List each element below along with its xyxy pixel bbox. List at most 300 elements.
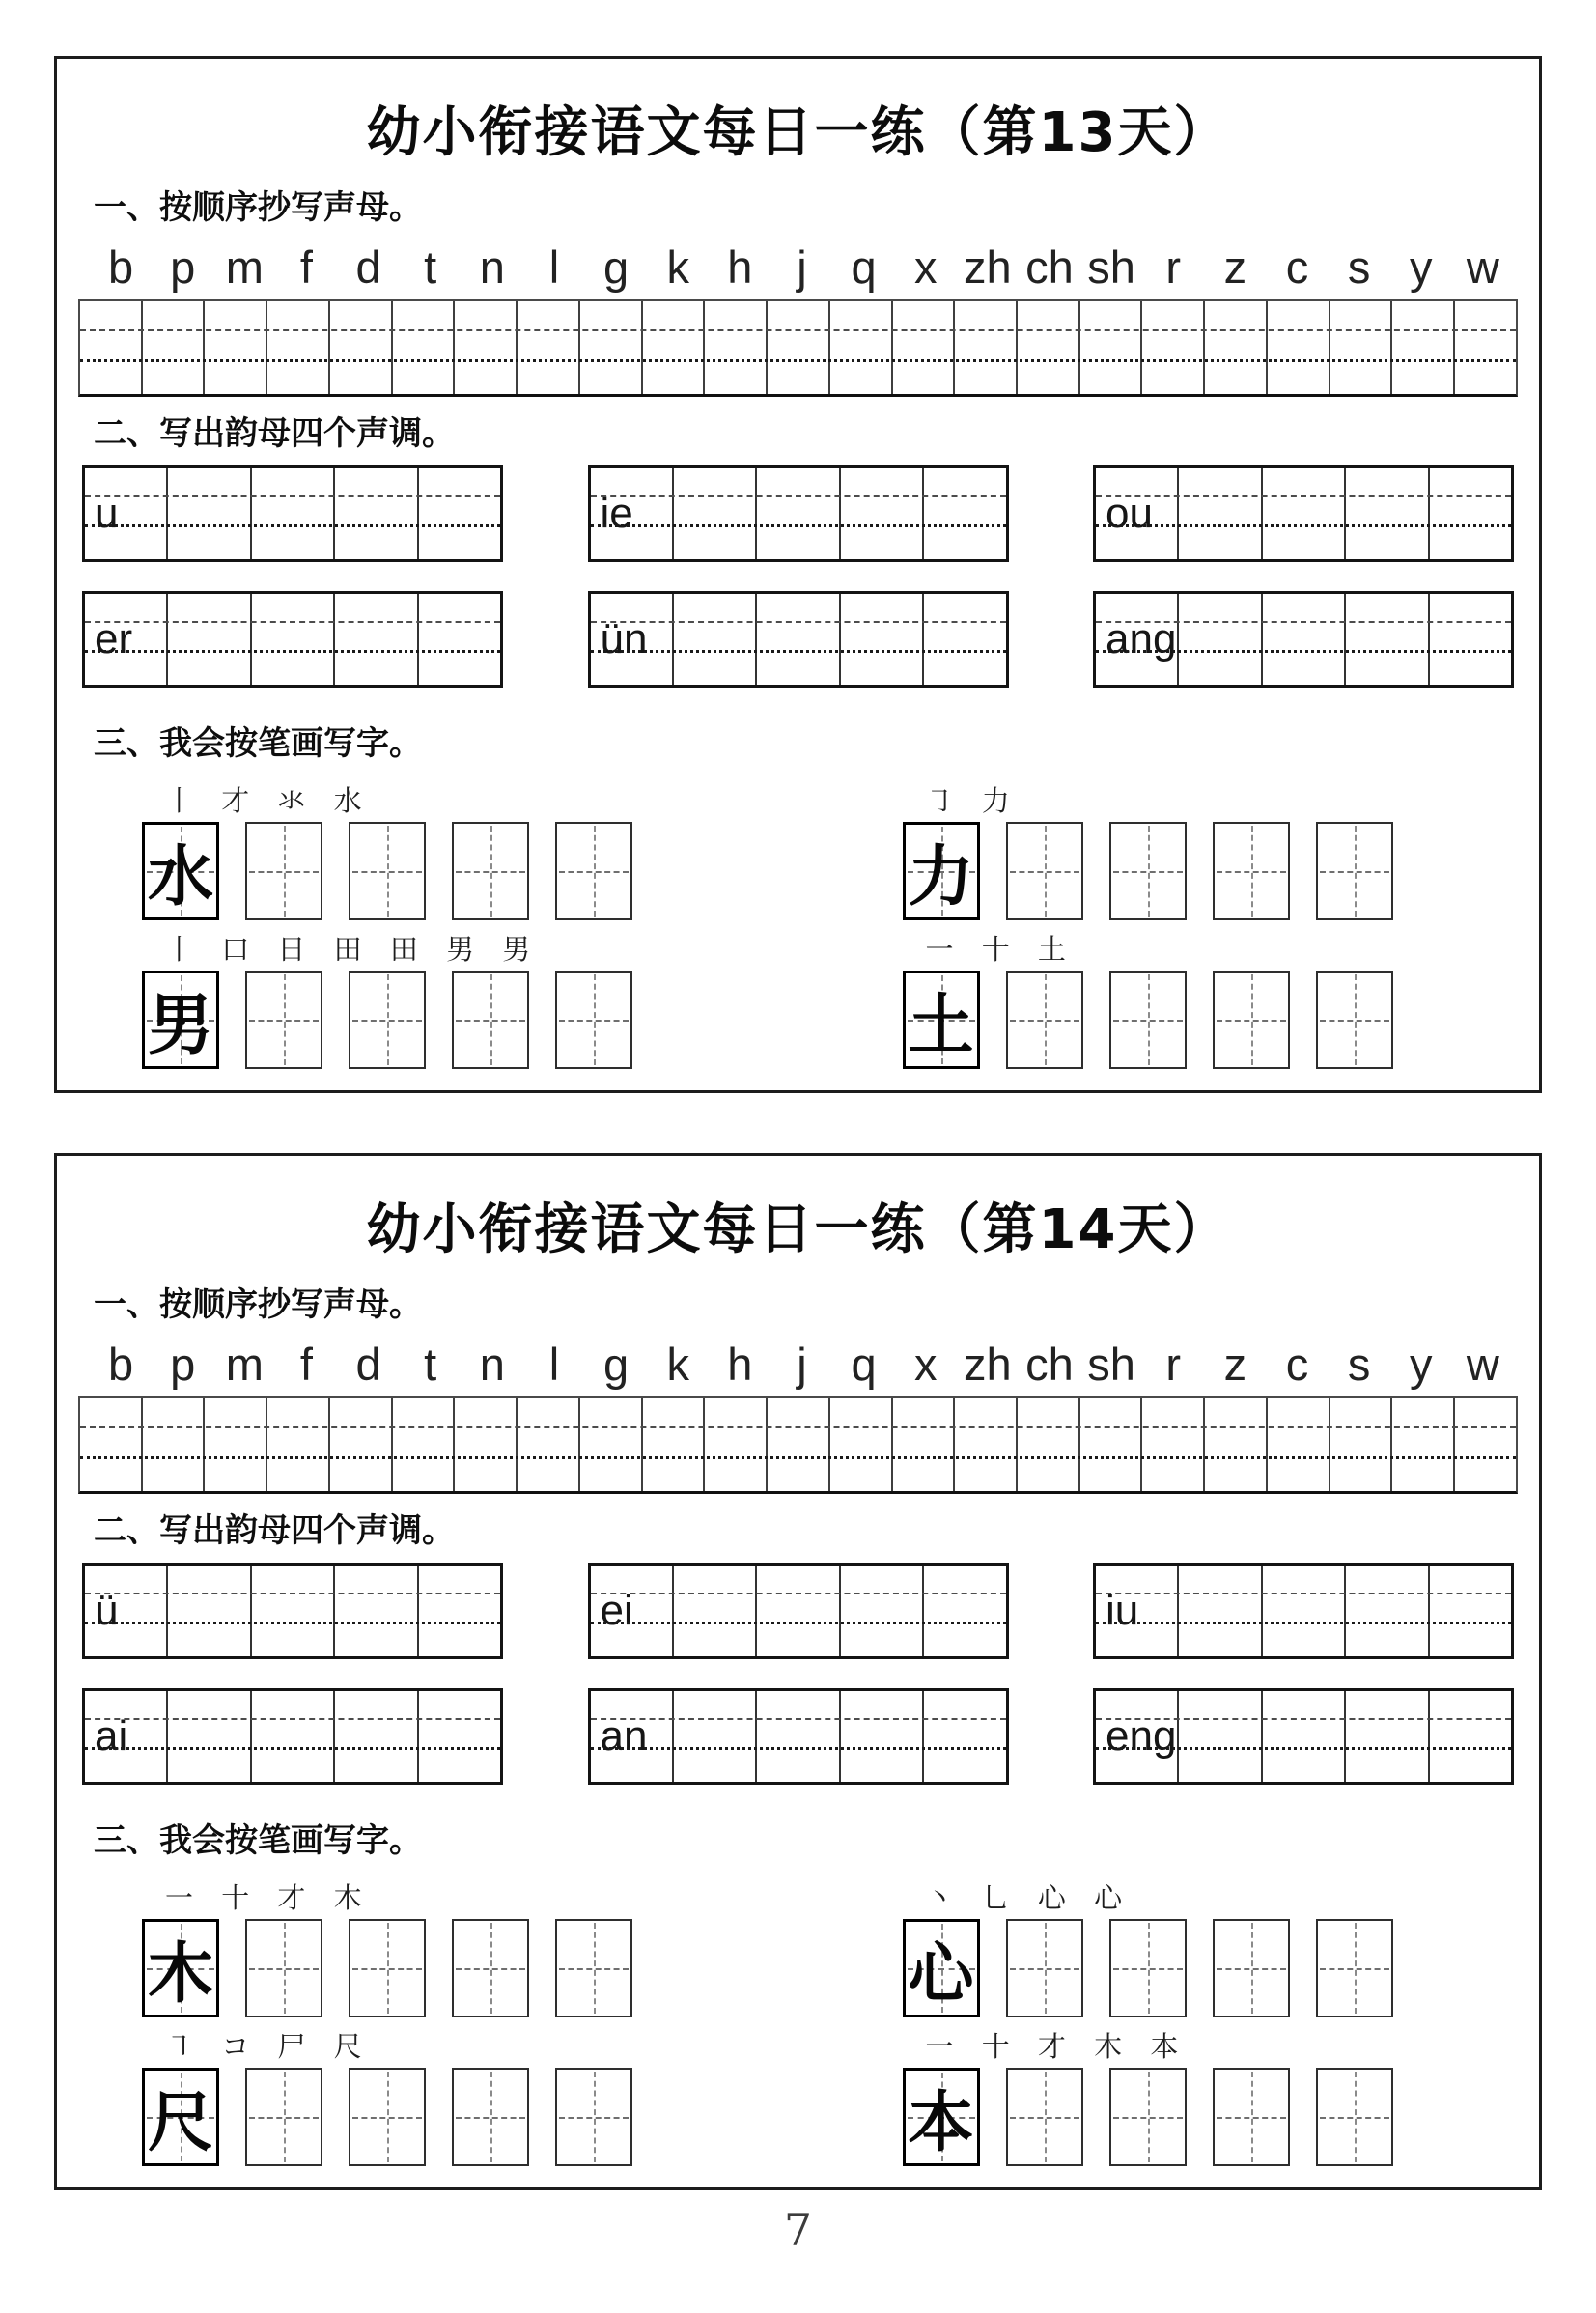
writing-grid-cells [80,301,1516,394]
stroke-order-hint: 一 十 才 木 本 [925,2030,1189,2063]
writing-cell [80,1398,143,1491]
writing-cell [1330,301,1393,394]
character-block-shui [72,781,798,920]
tone-cell [252,1691,335,1782]
practice-box [1213,2068,1290,2166]
worksheet-title: 幼小衔接语文每日一练（第14天） [366,1199,1230,1261]
tone-grid-eng [1093,1688,1514,1785]
dashed-guide-line [1096,1718,1511,1720]
tone-cell [924,594,1005,685]
worksheet-panel-day-14 [54,1153,1542,2190]
dashed-guide-line [85,1622,500,1624]
tone-cell [1346,468,1429,559]
tone-cell [168,594,251,685]
final-label: u [95,490,119,537]
tone-cell [419,468,500,559]
writing-cell [705,301,768,394]
dashed-guide-line [80,329,1516,331]
tone-cell [674,1566,757,1656]
practice-box [555,971,632,1069]
final-label-cell [591,594,674,685]
initial-letter: p [170,241,196,293]
practice-box [245,1919,322,2017]
final-label-cell [591,1691,674,1782]
tone-cell [252,1566,335,1656]
initial-letter: r [1165,241,1182,293]
dashed-guide-line [1096,1593,1511,1594]
practice-box [245,2068,322,2166]
tone-cell [841,1566,924,1656]
initial-letter: q [851,241,877,293]
tone-cell [1179,594,1262,685]
initials-row [90,1333,1514,1393]
final-label: ou [1106,490,1153,537]
character-box [903,822,980,920]
tone-cell [335,1566,418,1656]
stroke-order-hint: 丶 乚 心 心 [925,1881,1133,1914]
final-label: er [95,615,133,663]
finals-row [82,1563,1514,1659]
practice-box [1213,822,1290,920]
character-box [142,2068,219,2166]
final-label-cell [1096,1566,1179,1656]
final-label-cell [1096,468,1179,559]
character-practice-row [142,971,798,1069]
tone-cell [419,1566,500,1656]
writing-cell [643,1398,706,1491]
character-practice-area [72,772,1524,1069]
tone-cell [168,1566,251,1656]
character-box [142,971,219,1069]
final-label: ie [600,490,633,537]
character-box [142,822,219,920]
dashed-guide-line [591,650,1006,653]
practice-box [1109,1919,1187,2017]
final-label: ei [600,1587,633,1634]
final-label-cell [85,1566,168,1656]
dashed-guide-line [85,1593,500,1594]
writing-cell [518,1398,580,1491]
writing-cell [330,1398,393,1491]
practice-box [1213,971,1290,1069]
dashed-guide-line [591,1622,1006,1624]
tone-cell [1263,1691,1346,1782]
final-label: ü [95,1587,119,1634]
initial-letter: f [299,1339,313,1390]
initial-letter: r [1165,1339,1182,1390]
tone-cell [757,594,840,685]
initial-letter: p [170,1339,196,1390]
worksheet-panel-day-13 [54,56,1542,1093]
writing-cell [330,301,393,394]
character-practice-area [72,1869,1524,2166]
tone-cell [841,468,924,559]
character-box [903,1919,980,2017]
tone-cell [168,1691,251,1782]
tone-cell [757,1566,840,1656]
dashed-guide-line [85,524,500,527]
initial-letter: b [107,241,134,293]
practice-box [1109,2068,1187,2166]
initial-letter: h [727,241,753,293]
writing-cell [768,1398,830,1491]
tone-grid-ai [82,1688,503,1785]
tone-cell [924,1566,1005,1656]
final-label: iu [1106,1587,1139,1634]
initials-writing-grid [78,299,1518,397]
writing-cell [267,1398,330,1491]
initial-letter: h [727,1339,753,1390]
character-box [142,1919,219,2017]
initial-letter: f [299,241,313,293]
character-practice-row [903,822,1525,920]
stroke-order-hint: 丨 才 氺 水 [165,784,372,817]
initial-letter: c [1285,241,1309,293]
finals-row [82,1688,1514,1785]
final-label: ai [95,1712,128,1760]
dashed-guide-line [591,495,1006,497]
tone-grid-ie [588,465,1009,562]
writing-cell [143,1398,206,1491]
initial-letter: n [479,1339,505,1390]
character-block-li [798,781,1525,920]
tone-cell [335,468,418,559]
practice-character: 尺 [147,2083,213,2161]
practice-character: 土 [908,986,974,1064]
tone-cell [1263,594,1346,685]
section3-heading: 三、我会按笔画写字。 [94,724,422,763]
writing-cell [1018,301,1080,394]
character-block-chi [72,2027,798,2166]
stroke-order-hint: ㇕ コ 尸 尺 [165,2030,372,2063]
writing-grid-cells [80,1398,1516,1491]
initial-letter: w [1466,1339,1499,1390]
dashed-guide-line [1096,650,1511,653]
tone-cell [1179,1566,1262,1656]
initial-letter: c [1285,1339,1309,1390]
initial-letter: j [797,1339,807,1390]
writing-cell [455,1398,518,1491]
practice-character: 心 [908,1934,974,2013]
tone-cell [1263,1566,1346,1656]
writing-cell [1142,301,1205,394]
final-label-cell [591,1566,674,1656]
initial-letter: s [1347,241,1371,293]
tone-cell [757,468,840,559]
initial-letter: k [666,1339,689,1390]
initial-letter: g [602,241,630,293]
dashed-guide-line [591,1747,1006,1750]
practice-box [349,2068,426,2166]
tone-cell [841,1691,924,1782]
practice-box [1109,822,1187,920]
tone-cell [252,594,335,685]
tone-cell [841,594,924,685]
initial-letter: z [1223,1339,1247,1390]
writing-cell [705,1398,768,1491]
practice-box [1006,1919,1083,2017]
initial-letter: l [548,1339,560,1390]
writing-cell [1080,301,1143,394]
practice-box [452,971,529,1069]
writing-cell [580,301,643,394]
worksheet-page [0,56,1596,2313]
character-practice-row [142,2068,798,2166]
tone-cell [674,468,757,559]
initial-letter: t [424,241,437,293]
practice-box [1316,822,1393,920]
tone-cell [335,594,418,685]
writing-cell [1392,301,1455,394]
practice-box [1316,2068,1393,2166]
character-practice-row [142,1919,798,2017]
final-label: ün [600,615,648,663]
final-label-cell [85,468,168,559]
section3-heading: 三、我会按笔画写字。 [94,1821,422,1860]
tone-cell [419,594,500,685]
tone-cell [335,1691,418,1782]
tone-cell [252,468,335,559]
initial-letter: q [851,1339,877,1390]
dashed-guide-line [85,650,500,653]
stroke-order-hint: ㇆ 力 [925,784,1020,817]
character-practice-row [903,971,1525,1069]
initial-letter: ch [1025,241,1074,293]
dashed-guide-line [80,1426,1516,1428]
initial-letter: t [424,1339,437,1390]
dashed-guide-line [85,1718,500,1720]
practice-box [555,1919,632,2017]
writing-cell [1205,1398,1268,1491]
tone-cell [674,1691,757,1782]
stroke-order-hint: 一 十 土 [925,933,1076,966]
character-block-ben [798,2027,1525,2166]
dashed-guide-line [80,1456,1516,1459]
initial-letter: g [602,1339,630,1390]
initial-letter: d [355,1339,381,1390]
tone-cell [1346,1566,1429,1656]
dashed-guide-line [1096,495,1511,497]
tone-grid-er [82,591,503,688]
page-number: 7 [783,2204,813,2256]
character-box [903,971,980,1069]
dashed-guide-line [591,1718,1006,1720]
writing-cell [643,301,706,394]
initial-letter: zh [963,1339,1012,1390]
dashed-guide-line [85,1747,500,1750]
initial-letter: l [548,241,560,293]
writing-cell [1205,301,1268,394]
tone-cell [1346,594,1429,685]
writing-cell [143,301,206,394]
tone-grid-ei [588,1563,1009,1659]
initials-writing-grid [78,1396,1518,1494]
finals-row [82,591,1514,688]
practice-character: 男 [147,986,213,1064]
writing-cell [893,1398,956,1491]
initial-letter: d [355,241,381,293]
character-block-tu [798,930,1525,1069]
dashed-guide-line [591,621,1006,623]
practice-box [245,822,322,920]
finals-row [82,465,1514,562]
character-box [903,2068,980,2166]
practice-box [349,971,426,1069]
practice-box [349,822,426,920]
initial-letter: y [1409,241,1433,293]
initials-row [90,236,1514,296]
initial-letter: x [913,1339,938,1390]
character-practice-row [903,2068,1525,2166]
character-block-xin [798,1878,1525,2017]
initial-letter: zh [963,241,1012,293]
initial-letter: z [1223,241,1247,293]
tone-grid-iu [1093,1563,1514,1659]
writing-cell [393,301,456,394]
dashed-guide-line [591,524,1006,527]
initial-letter: sh [1087,1339,1135,1390]
practice-character: 力 [908,837,974,916]
initial-letter: n [479,241,505,293]
final-label-cell [85,1691,168,1782]
writing-cell [955,301,1018,394]
tone-cell [1179,468,1262,559]
writing-cell [580,1398,643,1491]
practice-box [349,1919,426,2017]
worksheet-title: 幼小衔接语文每日一练（第13天） [366,101,1230,164]
practice-box [1316,1919,1393,2017]
practice-character: 水 [147,837,213,916]
initial-letter: b [107,1339,134,1390]
practice-box [1109,971,1187,1069]
character-practice-row [142,822,798,920]
tone-grid-an [588,1688,1009,1785]
writing-cell [205,1398,267,1491]
writing-cell [267,301,330,394]
stroke-order-hint: 一 十 才 木 [165,1881,372,1914]
tone-cell [1430,1566,1511,1656]
writing-cell [1080,1398,1143,1491]
tone-cell [924,468,1005,559]
writing-cell [1455,1398,1516,1491]
writing-cell [455,301,518,394]
writing-cell [80,301,143,394]
tone-cell [1430,468,1511,559]
final-label: an [600,1712,648,1760]
tone-grid-ang [1093,591,1514,688]
tone-grid-u [82,465,503,562]
dashed-guide-line [1096,1747,1511,1750]
practice-box [1006,2068,1083,2166]
writing-cell [893,301,956,394]
writing-cell [830,301,893,394]
initial-letter: j [797,241,807,293]
section1-heading: 一、按顺序抄写声母。 [94,188,422,227]
dashed-guide-line [1096,524,1511,527]
initial-letter: w [1466,241,1499,293]
writing-cell [1392,1398,1455,1491]
practice-box [1213,1919,1290,2017]
final-label-cell [85,594,168,685]
dashed-guide-line [85,495,500,497]
writing-cell [1268,301,1330,394]
practice-box [452,1919,529,2017]
initial-letter: sh [1087,241,1135,293]
practice-box [555,822,632,920]
initial-letter: ch [1025,1339,1074,1390]
practice-box [452,2068,529,2166]
final-label-cell [1096,1691,1179,1782]
dashed-guide-line [1096,621,1511,623]
practice-box [245,971,322,1069]
writing-cell [1142,1398,1205,1491]
tone-cell [168,468,251,559]
dashed-guide-line [1096,1622,1511,1624]
practice-box [1006,822,1083,920]
writing-cell [768,301,830,394]
writing-cell [393,1398,456,1491]
stroke-order-hint: 丨 口 日 田 田 男 男 [165,933,541,966]
initial-letter: m [225,1339,264,1390]
tone-cell [1179,1691,1262,1782]
initial-letter: k [666,241,689,293]
tone-cell [1430,1691,1511,1782]
practice-character: 本 [908,2083,974,2161]
character-block-mu [72,1878,798,2017]
practice-box [555,2068,632,2166]
practice-box [452,822,529,920]
practice-box [1316,971,1393,1069]
dashed-guide-line [80,359,1516,362]
writing-cell [1330,1398,1393,1491]
tone-grid-v [82,1563,503,1659]
tone-grid-ou [1093,465,1514,562]
tone-cell [1430,594,1511,685]
writing-cell [1268,1398,1330,1491]
character-block-nan [72,930,798,1069]
final-label: eng [1106,1712,1177,1760]
dashed-guide-line [85,621,500,623]
section1-heading: 一、按顺序抄写声母。 [94,1285,422,1324]
tone-cell [757,1691,840,1782]
writing-cell [830,1398,893,1491]
writing-cell [955,1398,1018,1491]
tone-grid-un [588,591,1009,688]
writing-cell [518,301,580,394]
tone-cell [674,594,757,685]
writing-cell [1455,301,1516,394]
initial-letter: s [1347,1339,1371,1390]
practice-box [1006,971,1083,1069]
tone-cell [419,1691,500,1782]
final-label-cell [1096,594,1179,685]
tone-cell [1263,468,1346,559]
section2-heading: 二、写出韵母四个声调。 [94,1511,455,1550]
tone-cell [924,1691,1005,1782]
initial-letter: x [913,241,938,293]
initial-letter: m [225,241,264,293]
initial-letter: y [1409,1339,1433,1390]
dashed-guide-line [591,1593,1006,1594]
writing-cell [1018,1398,1080,1491]
practice-character: 木 [147,1934,213,2013]
character-practice-row [903,1919,1525,2017]
writing-cell [205,301,267,394]
final-label: ang [1106,615,1177,663]
tone-cell [1346,1691,1429,1782]
final-label-cell [591,468,674,559]
section2-heading: 二、写出韵母四个声调。 [94,414,455,453]
